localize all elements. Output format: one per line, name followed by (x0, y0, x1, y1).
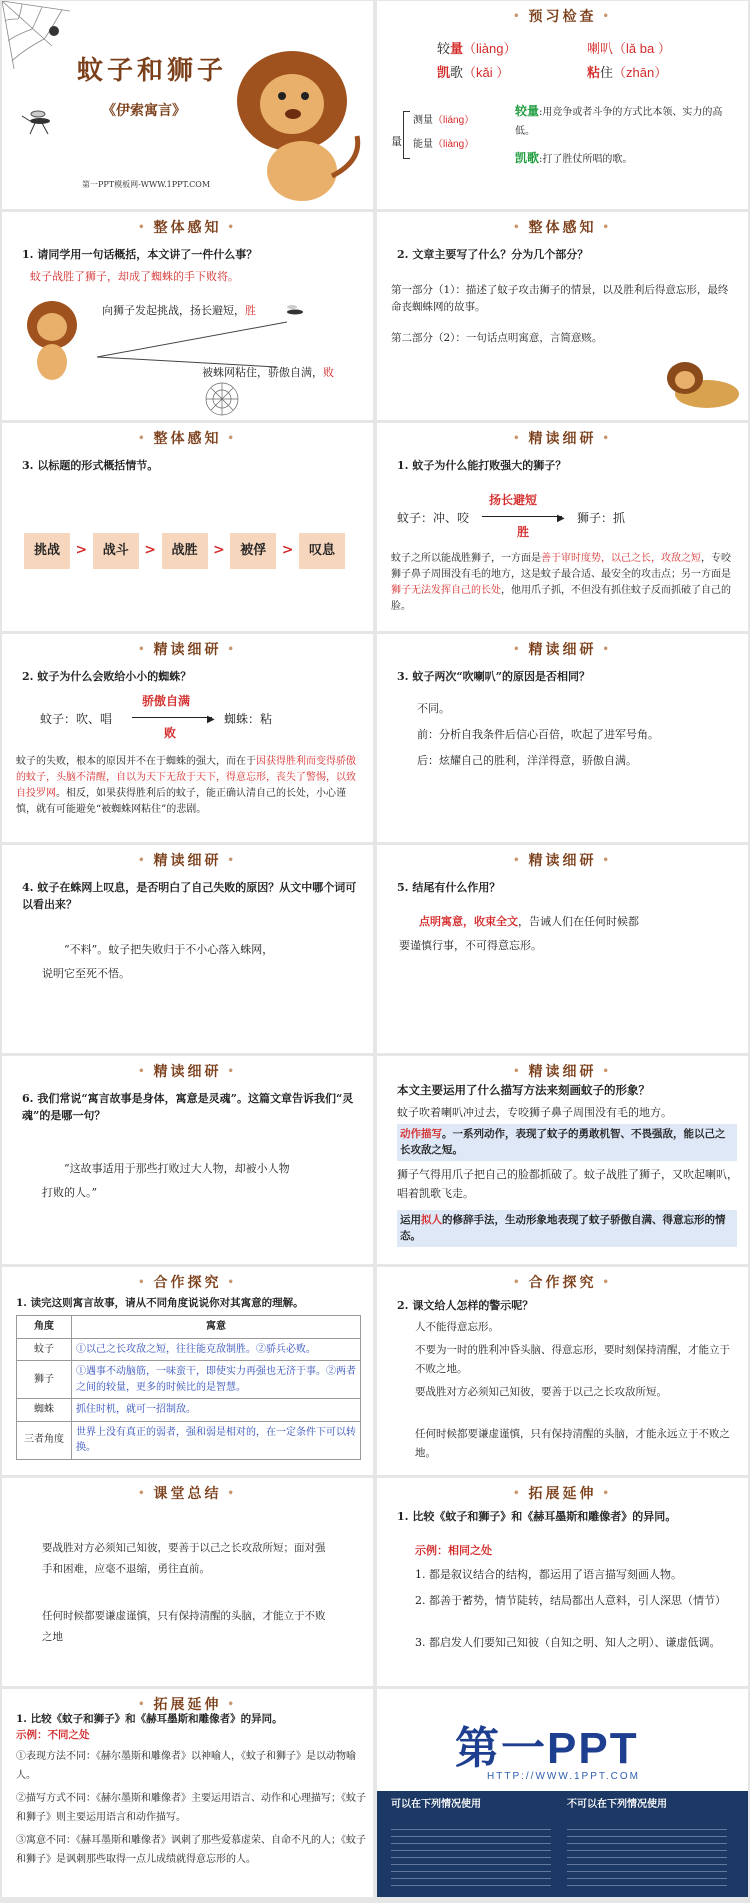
arrow-bottom-label: 败 (164, 726, 177, 740)
question: 1. 蚊子为什么能打败强大的狮子？ (397, 459, 567, 472)
slide-header: • 整体感知 • (377, 218, 748, 240)
example-label: 示例：相同之处 (415, 1544, 492, 1557)
word-kaige: 凯歌（kǎi ） (437, 65, 510, 81)
slide-overview-3[interactable] (2, 423, 373, 631)
slide-header: • 整体感知 • (2, 218, 373, 240)
word-nengliang: 能量（liàng） (413, 139, 475, 150)
word-zhanzhu: 粘住（zhān） (587, 65, 668, 81)
table-row: 蜘蛛 抓住时机，就可一招制敌。 (17, 1399, 361, 1422)
word-laba: 喇叭（lǎ ba ） (587, 41, 671, 57)
item-2: ②描写方式不同：《赫尔墨斯和雕像者》主要运用语言、动作和心理描写；《蚊子和狮子》则主要运用语言和动作描写。 (16, 1793, 366, 1823)
part-1: 第一部分（1）：描述了蚊子攻击狮子的情景，以及胜利后得意忘形，最终命丧蜘蛛网的故事。 (391, 284, 729, 313)
item-3: ③寓意不同：《赫耳墨斯和雕像者》讽刺了那些爱慕虚荣、自命不凡的人；《蚊子和狮子》是讽刺那些取得一点儿成绩就得意忘形的人。 (16, 1835, 366, 1865)
slide-overview-2[interactable] (377, 212, 748, 420)
arrow-head-icon: ▶ (557, 513, 565, 524)
chevron-right-icon: > (281, 542, 294, 558)
answer-1: 点明寓意，收束全文，告诫人们在任何时候都 (419, 915, 639, 928)
right-label: 狮子：抓 (577, 511, 626, 525)
left-label: 蚊子：冲、咬 (397, 511, 470, 525)
explanation: 蚊子的失败，根本的原因并不在于蜘蛛的强大，而在于因获得胜利而变得骄傲的蚊子，头脑不清醒，自以为天下无敌于天下，得意忘形，丧失了警惕，以致自投罗网。相反，如果获得胜利后的蚊子，能正确认清自己的长处，小心谨慎，就有可能避免“被蜘蛛网粘住”的悲剧。 (16, 756, 356, 815)
slide-close-reading-1[interactable] (377, 423, 748, 631)
arrow-head-icon: ▶ (207, 714, 215, 725)
highlight-1: 动作描写。一系列动作，表现了蚊子的勇敢机智、不畏强敌，能以己之长攻敌之短。 (397, 1124, 737, 1161)
highlight-2: 运用拟人的修辞手法，生动形象地表现了蚊子骄傲自满、得意忘形的情态。 (397, 1210, 737, 1247)
left-label: 蚊子：吹、唱 (40, 712, 113, 726)
question: 1. 比较《蚊子和狮子》和《赫耳墨斯和雕像者》的异同。 (16, 1713, 283, 1725)
brace (403, 111, 410, 159)
answer-2: 后：炫耀自己的胜利，洋洋得意，骄傲自满。 (417, 754, 637, 767)
question: 2. 课文给人怎样的警示呢？ (397, 1299, 534, 1312)
page-title: 蚊子和狮子 (77, 56, 228, 86)
answer-1: 前：分析自我条件后信心百倍，吹起了进军号角。 (417, 728, 659, 741)
word-jiaoliang: 较量（liàng） (437, 41, 517, 57)
slide-header: • 精读细研 • (2, 1062, 373, 1084)
slide-close-reading-7[interactable] (377, 1056, 748, 1264)
slide-header: • 精读细研 • (377, 640, 748, 662)
answer-2: 打败的人。” (42, 1186, 98, 1199)
plot-box: 被俘 (230, 533, 276, 569)
lion-small-icon (22, 297, 82, 382)
usage-forbidden-title: 不可以在下列情况使用 (567, 1799, 667, 1810)
lion-icon (227, 36, 367, 206)
arrow-top-label: 扬长避短 (489, 493, 538, 507)
slide-header: • 课堂总结 • (2, 1484, 373, 1506)
table-header: 寓意 (72, 1316, 361, 1339)
line-2: 不要为一时的胜利冲昏头脑、得意忘形，要时刻保持清醒，才能立于不败之地。 (415, 1344, 730, 1375)
slide-preview-check[interactable] (377, 1, 748, 209)
plot-box: 叹息 (299, 533, 345, 569)
slide-close-reading-5[interactable] (377, 845, 748, 1053)
item-1: ①表现方法不同：《赫尔墨斯和雕像者》以神喻人，《蚊子和狮子》是以动物喻人。 (16, 1751, 356, 1781)
word-celiang: 测量（liáng） (413, 115, 475, 126)
answer-2: 说明它至死不悟。 (42, 967, 130, 980)
table-row: 蚊子 ①以己之长攻敌之短，往往能克敌制胜。②骄兵必败。 (17, 1338, 361, 1361)
line-3: 要战胜对方必须知己知彼，要善于以己之长攻敌所短。 (415, 1386, 667, 1398)
table-row: 狮子 ①遇事不动脑筋，一味蛮干，即使实力再强也无济于事。②两者之间的较量，更多的时候比的是智慧。 (17, 1361, 361, 1399)
slide-header: • 精读细研 • (2, 851, 373, 873)
slide-extension-1[interactable] (377, 1478, 748, 1686)
item-1: 1. 都是叙议结合的结构，都运用了语言描写刻画人物。 (415, 1568, 682, 1581)
summary-1: 要战胜对方必须知己知彼，要善于以己之长攻敌所短；面对强手和困难，应毫不退缩，勇往直前。 (42, 1542, 326, 1575)
slide-header: • 精读细研 • (377, 851, 748, 873)
site-label: 第一PPT模板网-WWW.1PPT.COM (82, 180, 211, 189)
brand-logo: 第一PPT (455, 1724, 639, 1773)
question: 1. 请同学用一句话概括，本文讲了一件什么事？ (22, 248, 258, 261)
sentence-2: 狮子气得用爪子把自己的脸都抓破了。蚊子战胜了狮子，又吹起喇叭，唱着凯歌飞走。 (397, 1168, 738, 1200)
question: 1. 读完这则寓言故事，请从不同角度说说你对其寓意的理解。 (16, 1297, 304, 1309)
arrow-top-label: 骄傲自满 (142, 694, 191, 708)
spider-web-icon (2, 1, 72, 71)
summary-2: 任何时候都要谦虚谨慎，只有保持清醒的头脑，才能立于不败之地 (42, 1610, 326, 1643)
line-4: 任何时候都要谦虚谨慎，只有保持清醒的头脑，才能永远立于不败之地。 (415, 1428, 730, 1459)
slide-header: • 精读细研 • (377, 1062, 748, 1084)
arrow-line (482, 516, 562, 517)
example-label: 示例：不同之处 (16, 1729, 90, 1741)
plot-box: 挑战 (24, 533, 70, 569)
answer: 蚊子战胜了狮子，却成了蜘蛛的手下败将。 (30, 270, 239, 283)
answer-1: “这故事适用于那些打败过大人物，却被小人物 (64, 1162, 290, 1175)
lion-lying-icon (657, 352, 742, 412)
slide-brand[interactable] (377, 1689, 748, 1897)
question: 1. 比较《蚊子和狮子》和《赫耳墨斯和雕像者》的异同。 (397, 1510, 677, 1523)
slide-header: • 合作探究 • (377, 1273, 748, 1295)
slide-close-reading-6[interactable] (2, 1056, 373, 1264)
line-win: 向狮子发起挑战，扬长避短，胜 (102, 304, 256, 317)
mosquito-icon (280, 302, 310, 322)
slide-header: • 拓展延伸 • (2, 1695, 373, 1717)
answer-2: 要谨慎行事，不可得意忘形。 (399, 939, 542, 952)
slide-cooperative-1[interactable] (2, 1267, 373, 1475)
question: 6. 我们常说“寓言故事是身体，寓意是灵魂”。这篇文章告诉我们“灵魂”的是哪一句？ (22, 1092, 354, 1123)
sentence-1: 蚊子吹着喇叭冲过去，专咬狮子鼻子周围没有毛的地方。 (397, 1106, 672, 1119)
arrow-line (132, 717, 212, 718)
link-list-left (391, 1829, 551, 1891)
def-kaige: 凯歌:打了胜仗所唱的歌。 (515, 151, 633, 165)
slide-header: • 预习检查 • (377, 7, 748, 29)
slide-title[interactable] (2, 1, 373, 209)
slide-close-reading-4[interactable] (2, 845, 373, 1053)
link-list-right (567, 1829, 727, 1891)
def-jiaoliang: 较量:用竞争或者斗争的方式比本领、实力的高低。 (515, 104, 723, 137)
usage-allowed-title: 可以在下列情况使用 (391, 1799, 481, 1810)
item-2: 2. 都善于蓄势，情节陡转，结局都出人意料，引人深思（情节） (415, 1594, 726, 1607)
arrow-lines (92, 312, 292, 372)
brand-url[interactable]: HTTP://WWW.1PPT.COM (487, 1771, 640, 1782)
slide-header: • 拓展延伸 • (377, 1484, 748, 1506)
plot-chain (24, 533, 345, 569)
question: 5. 结尾有什么作用？ (397, 881, 501, 894)
question: 4. 蚊子在蛛网上叹息，是否明白了自己失败的原因？从文中哪个词可以看出来？ (22, 881, 357, 912)
slide-header: • 合作探究 • (2, 1273, 373, 1295)
question: 2. 蚊子为什么会败给小小的蜘蛛？ (22, 670, 192, 683)
slide-extension-2[interactable] (2, 1689, 373, 1897)
part-2: 第二部分（2）：一句话点明寓意，言简意赅。 (391, 332, 603, 344)
subtitle: 《伊索寓言》 (102, 103, 186, 119)
plot-box: 战胜 (162, 533, 208, 569)
slide-header: • 整体感知 • (2, 429, 373, 451)
slide-overview-1[interactable] (2, 212, 373, 420)
table-header: 角度 (17, 1316, 72, 1339)
table-row: 三者角度 世界上没有真正的弱者，强和弱是相对的，在一定条件下可以转换。 (17, 1421, 361, 1459)
answer-0: 不同。 (417, 702, 450, 715)
chevron-right-icon: > (75, 542, 88, 558)
slide-close-reading-3[interactable] (377, 634, 748, 842)
brand-footer (377, 1791, 748, 1897)
char-liang: 量 (391, 135, 402, 148)
line-lose: 被蛛网粘住，骄傲自满，败 (202, 366, 334, 379)
slide-header: • 精读细研 • (2, 640, 373, 662)
question: 2. 文章主要写了什么？分为几个部分？ (397, 248, 589, 261)
explanation: 蚊子之所以能战胜狮子，一方面是善于审时度势，以己之长，攻敌之短，专咬狮子鼻子周围没有毛的地方，这是蚊子最合适、最安全的攻击点；另一方面是狮子无法发挥自己的长处，他用爪子抓，不但没有抓住蚊子反而抓破了自己的脸。 (391, 553, 731, 612)
plot-box: 战斗 (93, 533, 139, 569)
spider-web-icon (202, 380, 242, 418)
answer-1: “不料”。蚊子把失败归于不小心落入蛛网， (64, 943, 274, 956)
chevron-right-icon: > (213, 542, 225, 558)
moral-table (16, 1315, 361, 1460)
slide-cooperative-2[interactable] (377, 1267, 748, 1475)
right-label: 蜘蛛：粘 (224, 712, 273, 726)
line-1: 人不能得意忘形。 (415, 1321, 499, 1333)
question: 3. 以标题的形式概括情节。 (22, 459, 159, 472)
question: 3. 蚊子两次“吹喇叭”的原因是否相同？ (397, 670, 590, 683)
mosquito-icon (20, 106, 60, 136)
slide-close-reading-2[interactable] (2, 634, 373, 842)
question: 本文主要运用了什么描写方法来刻画蚊子的形象？ (397, 1083, 650, 1097)
slide-summary[interactable] (2, 1478, 373, 1686)
chevron-right-icon: > (144, 542, 156, 558)
arrow-bottom-label: 胜 (517, 525, 530, 539)
slide-header: • 精读细研 • (377, 429, 748, 451)
item-3: 3. 都启发人们要知己知彼（自知之明、知人之明）、谦虚低调。 (415, 1636, 721, 1649)
